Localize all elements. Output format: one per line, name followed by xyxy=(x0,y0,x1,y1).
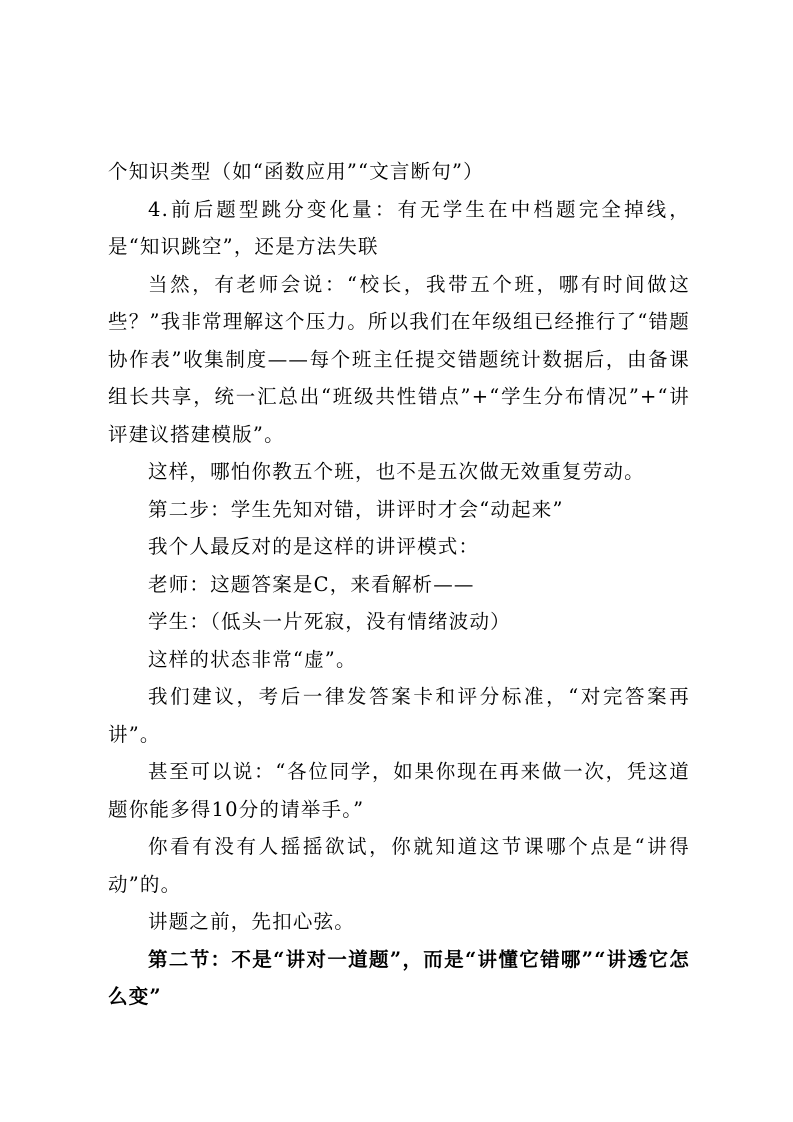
paragraph-raise-hand: 甚至可以说：“各位同学，如果你现在再来做一次，凭这道题你能多得10分的请举手。” xyxy=(108,760,690,821)
section-heading: 第二节：不是“讲对一道题”，而是“讲懂它错哪”“讲透它怎么变” xyxy=(108,947,690,1008)
paragraph-no-repetition: 这样，哪怕你教五个班，也不是五次做无效重复劳动。 xyxy=(148,460,645,483)
paragraph-suggestion: 我们建议，考后一律发答案卡和评分标准，“对完答案再讲”。 xyxy=(108,685,690,746)
paragraph-step-two: 第二步：学生先知对错，讲评时才会“动起来” xyxy=(148,497,564,521)
paragraph-state: 这样的状态非常“虚”。 xyxy=(148,647,357,671)
paragraph-observe: 你看有没有人摇摇欲试，你就知道这节课哪个点是“讲得动”的。 xyxy=(108,835,690,896)
paragraph-continuation: 个知识类型（如“函数应用”“文言断句”） xyxy=(108,160,484,183)
paragraph-heartstring: 讲题之前，先扣心弦。 xyxy=(148,910,356,933)
paragraph-student-line: 学生：（低头一片死寂，没有情绪波动） xyxy=(148,610,511,633)
paragraph-item-4: 4.前后题型跳分变化量：有无学生在中档题完全掉线，是“知识跳空”，还是方法失联 xyxy=(108,197,690,258)
paragraph-teacher-workload: 当然，有老师会说：“校长，我带五个班，哪有时间做这些？”我非常理解这个压力。所以我们在年级组已经推行了“错题协作表”收集制度——每个班主任提交错题统计数据后，由备课组长共享，统一汇总出“班级共性错点”+“学生分布情况”+“讲评建议搭建模版”。 xyxy=(108,272,690,446)
paragraph-teacher-line: 老师：这题答案是C，来看解析—— xyxy=(148,572,475,596)
paragraph-oppose-mode: 我个人最反对的是这样的讲评模式： xyxy=(148,535,480,558)
document-body xyxy=(108,153,690,1016)
